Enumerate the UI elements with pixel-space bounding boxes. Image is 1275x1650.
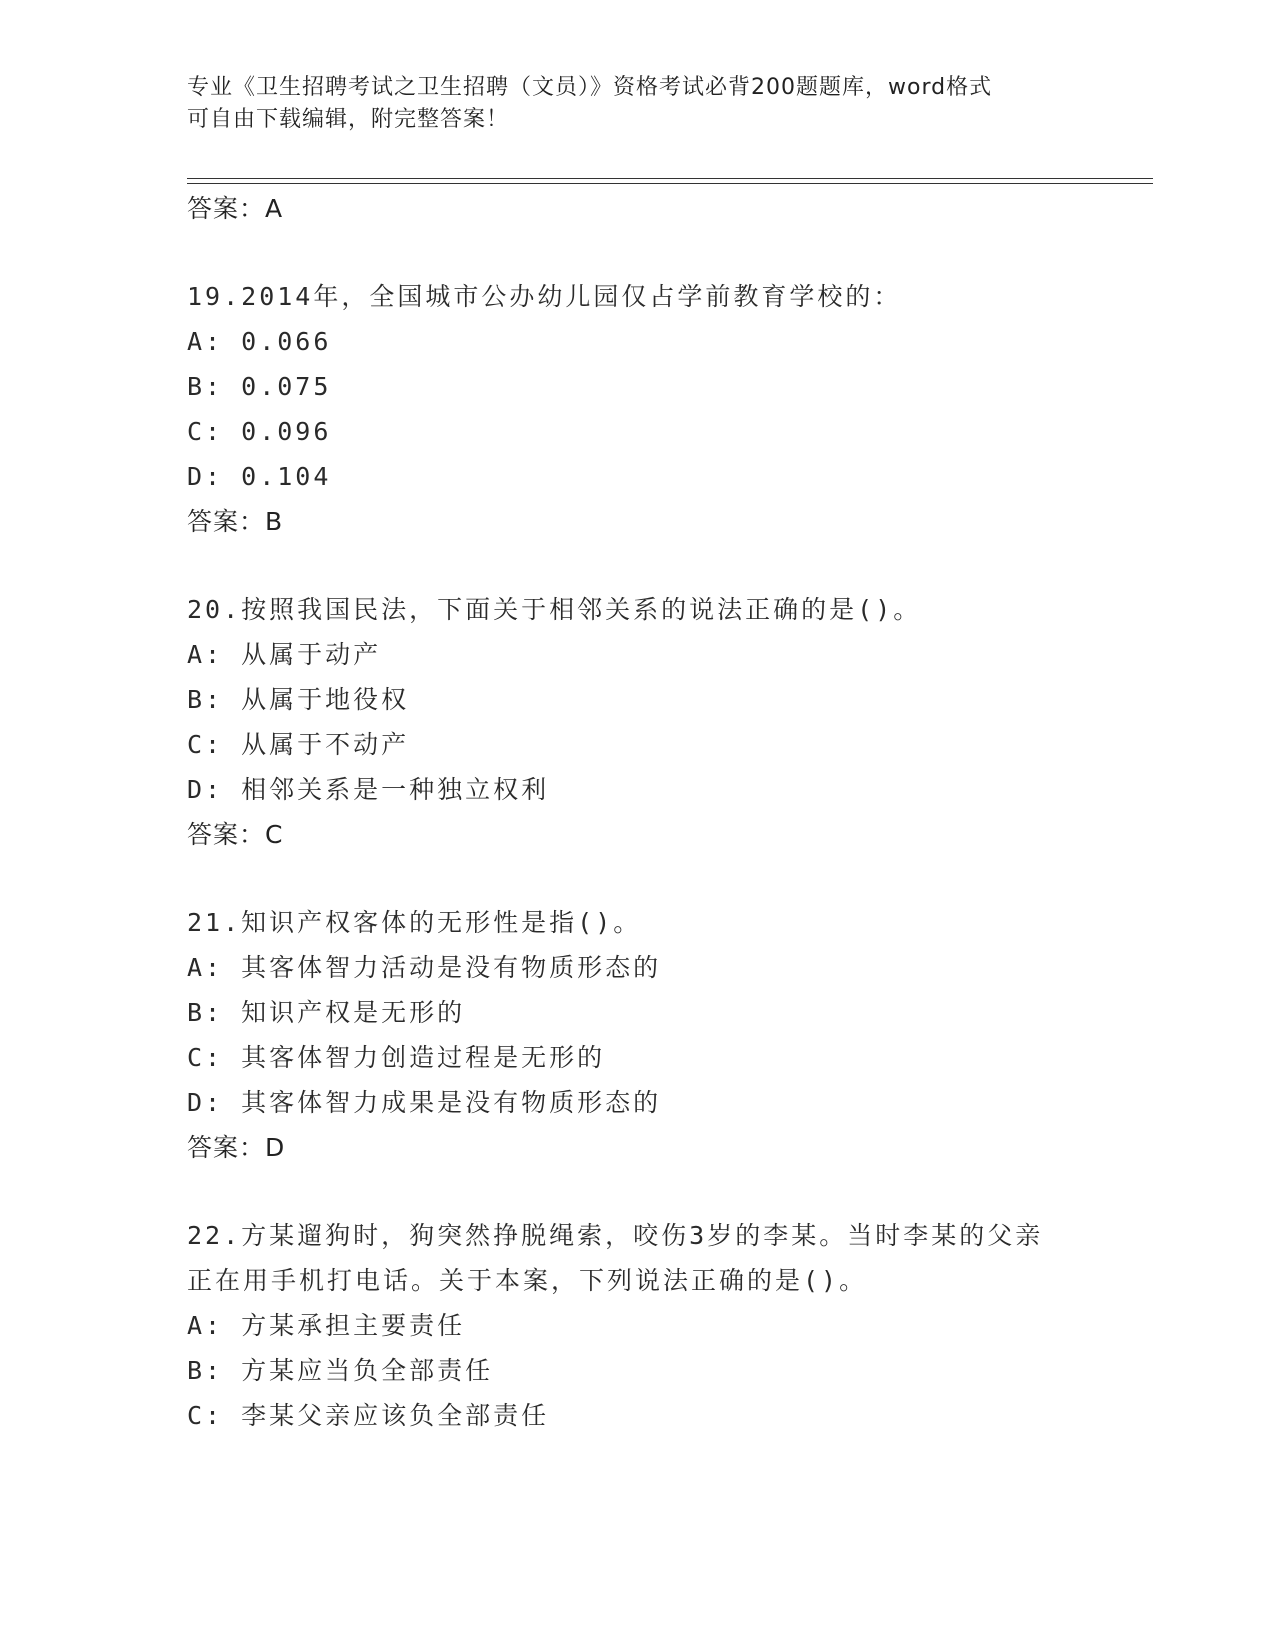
answer-line: 答案：B	[187, 507, 284, 536]
header-divider-top	[187, 178, 1153, 179]
question-text: 19.2014年，全国城市公办幼儿园仅占学前教育学校的：	[187, 282, 902, 311]
option-a: A: 0.066	[187, 327, 332, 356]
question-21	[187, 900, 1147, 1170]
answer-line: 答案：A	[187, 194, 284, 223]
question-list	[187, 186, 1147, 1438]
question-19	[187, 274, 1147, 544]
option-d: D: 其客体智力成果是没有物质形态的	[187, 1088, 662, 1117]
header-divider-bottom	[187, 183, 1153, 184]
question-text: 20.按照我国民法，下面关于相邻关系的说法正确的是()。	[187, 595, 922, 624]
answer-line: 答案：D	[187, 1133, 286, 1162]
question-20	[187, 587, 1147, 857]
option-b: B: 0.075	[187, 372, 332, 401]
option-c: C: 其客体智力创造过程是无形的	[187, 1043, 606, 1072]
option-c: C: 李某父亲应该负全部责任	[187, 1401, 550, 1430]
question-text-line-1: 22.方某遛狗时，狗突然挣脱绳索，咬伤3岁的李某。当时李某的父亲	[187, 1221, 1044, 1250]
option-b: B: 知识产权是无形的	[187, 998, 466, 1027]
option-d: D: 相邻关系是一种独立权利	[187, 775, 550, 804]
option-b: B: 方某应当负全部责任	[187, 1356, 494, 1385]
question-text: 21.知识产权客体的无形性是指()。	[187, 908, 642, 937]
option-d: D: 0.104	[187, 462, 332, 491]
option-c: C: 0.096	[187, 417, 332, 446]
answer-line: 答案：C	[187, 820, 284, 849]
question-text-line-2: 正在用手机打电话。关于本案，下列说法正确的是()。	[187, 1266, 868, 1295]
option-a: A: 从属于动产	[187, 640, 382, 669]
option-a: A: 其客体智力活动是没有物质形态的	[187, 953, 662, 982]
option-c: C: 从属于不动产	[187, 730, 410, 759]
option-b: B: 从属于地役权	[187, 685, 410, 714]
document-header	[187, 72, 1067, 136]
option-a: A: 方某承担主要责任	[187, 1311, 466, 1340]
header-line-2: 可自由下载编辑，附完整答案！	[187, 107, 510, 132]
header-line-1: 专业《卫生招聘考试之卫生招聘（文员）》资格考试必背200题题库，word格式	[187, 75, 993, 100]
question-22	[187, 1213, 1147, 1438]
